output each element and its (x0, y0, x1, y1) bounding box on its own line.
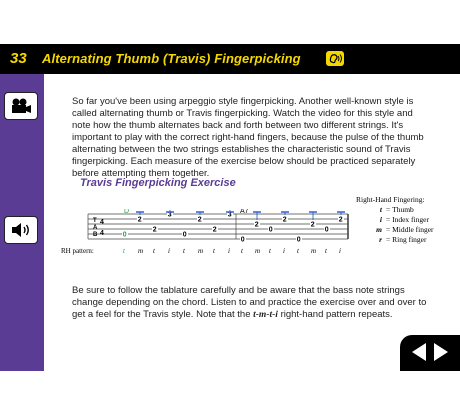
tab-note: 2 (197, 216, 202, 224)
top-strip (0, 0, 460, 44)
svg-text:B: B (93, 232, 98, 238)
legend-row: m = Middle finger (376, 225, 434, 234)
speaker-icon (10, 222, 32, 238)
tab-note: 2 (212, 226, 217, 234)
tab-note: 0 (240, 236, 245, 244)
tab-note: 2 (310, 221, 315, 229)
sidebar (0, 74, 44, 371)
tab-note: 0 (296, 236, 301, 244)
prev-arrow-icon[interactable] (412, 343, 426, 361)
rh-finger: t (241, 247, 243, 255)
tab-note: 2 (254, 221, 259, 229)
rh-finger: t (183, 247, 185, 255)
svg-text:A: A (93, 225, 98, 231)
tab-note: 2 (282, 216, 287, 224)
rh-finger: m (311, 247, 317, 255)
tab-note: 2 (152, 226, 157, 234)
exercise-title: Travis Fingerpicking Exercise (80, 177, 236, 189)
fingering-legend (356, 195, 456, 245)
legend-row: i = Index finger (379, 215, 429, 224)
rh-finger: t (297, 247, 299, 255)
next-arrow-icon[interactable] (434, 343, 448, 361)
rh-finger: t (325, 247, 327, 255)
hear-icon[interactable] (326, 51, 344, 66)
lesson-header (0, 44, 460, 74)
rh-label: RH pattern: (61, 247, 94, 255)
tab-note: 3 (227, 211, 232, 219)
rh-finger: i (168, 247, 170, 255)
lesson-title: Alternating Thumb (Travis) Fingerpicking (42, 51, 301, 66)
rh-finger: i (228, 247, 230, 255)
tab-note: 0 (268, 226, 273, 234)
legend-heading: Right-Hand Fingering: (356, 195, 425, 204)
time-signature-bottom: 4 (100, 230, 104, 237)
tablature (58, 209, 358, 259)
rh-finger: i (283, 247, 285, 255)
tab-note: 2 (137, 216, 142, 224)
tab-note: 3 (167, 211, 172, 219)
tab-note: 2 (338, 216, 343, 224)
video-button[interactable] (4, 92, 38, 120)
rh-finger: m (198, 247, 204, 255)
closing-paragraph: Be sure to follow the tablature carefully and be aware that the bass note strings change depending on the chord. Listen to and practice the exercise over and over to get a feel for the Travis style. Note that the t-m-t-i right-hand pattern repeats. (72, 285, 427, 320)
video-camera-icon (9, 97, 33, 115)
rh-finger: t (123, 247, 125, 255)
lesson-number: 33 (10, 50, 27, 67)
rh-finger: m (138, 247, 144, 255)
legend-row: t = Thumb (379, 205, 414, 214)
chord-d: D (124, 209, 130, 215)
tab-note: 0 (182, 231, 187, 239)
rh-finger: m (255, 247, 261, 255)
rh-finger: t (153, 247, 155, 255)
rh-finger: i (339, 247, 341, 255)
time-signature-top: 4 (100, 219, 104, 226)
tab-clef: T (93, 218, 97, 224)
rh-finger: t (213, 247, 215, 255)
intro-paragraph: So far you've been using arpeggio style fingerpicking. Another well-known style is called alternating thumb or Travis fingerpicking. Watch the video for this style and note how the thumb alternates back and forth between two different strings. It's important to play with the correct right-hand fingers, because the pulse of the thumb alternating between the two strings establishes the characteristic sound of Travis fingerpicking. Each measure of the exercise below should be practiced separately before attempting them together. (72, 96, 424, 179)
navigation (400, 335, 460, 371)
rh-finger: t (269, 247, 271, 255)
audio-button[interactable] (4, 216, 38, 244)
legend-row: r = Ring finger (379, 235, 427, 244)
tab-note: 0 (122, 231, 127, 239)
tab-note: 0 (324, 226, 329, 234)
chord-a7: A7 (240, 209, 249, 215)
